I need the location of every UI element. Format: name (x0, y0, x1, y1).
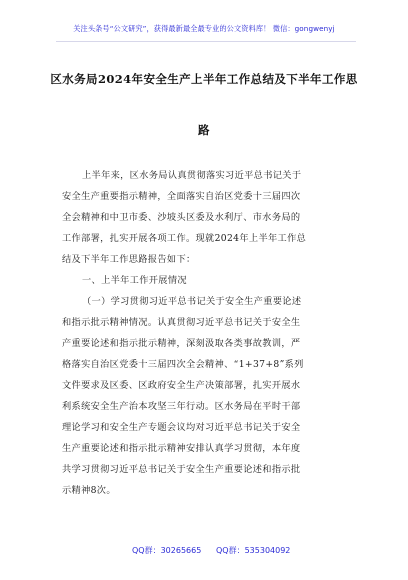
body-line: 文件要求及区委、区政府安全生产决策部署，扎实开展水 (62, 380, 301, 391)
body-line: 工作部署，扎实开展各项工作。现就2024年上半年工作总 (62, 233, 307, 244)
body-line: 产重要论述和指示批示精神，深刻汲取各类事故教训，严 (62, 338, 301, 349)
body-line: 安全生产重要指示精神，全面落实自治区党委十三届四次 (62, 191, 301, 202)
body-line: 利系统安全生产治本攻坚三年行动。区水务局在平时干部 (62, 401, 301, 412)
body-line: 上半年来，区水务局认真贯彻落实习近平总书记关于 (82, 170, 302, 181)
body-line: 示精神8次。 (62, 485, 116, 496)
body-line: 共学习贯彻习近平总书记关于安全生产重要论述和指示批 (62, 464, 301, 475)
footer-qq-group-2: QQ群：535304092 (216, 546, 291, 555)
header-divider (56, 41, 356, 42)
document-title-line-2: 路 (198, 123, 210, 137)
body-line: 和指示批示精神情况。认真贯彻习近平总书记关于安全生 (62, 317, 301, 328)
body-line: 生产重要论述和指示批示精神安排认真学习贯彻，本年度 (62, 443, 301, 454)
section-heading: 一、上半年工作开展情况 (82, 275, 187, 286)
body-line: 结及下半年工作思路报告如下： (62, 254, 196, 265)
body-line: 格落实自治区党委十三届四次全会精神、“1+37+8”系列 (62, 359, 304, 370)
footer-qq-group-1: QQ群：30265665 (132, 546, 202, 555)
document-title-line-1: 区水务局2024年安全生产上半年工作总结及下半年工作思 (50, 72, 358, 86)
body-line: 全会精神和中卫市委、沙坡头区委及水利厅、市水务局的 (62, 212, 301, 223)
header-notice: 关注头条号“公文研究”，获得最新最全最专业的公文资料库！ 微信：gongwenyj (73, 24, 335, 33)
body-line: 理论学习和安全生产专题会议均对习近平总书记关于安全 (62, 422, 301, 433)
body-line: （一）学习贯彻习近平总书记关于安全生产重要论述 (82, 296, 302, 307)
